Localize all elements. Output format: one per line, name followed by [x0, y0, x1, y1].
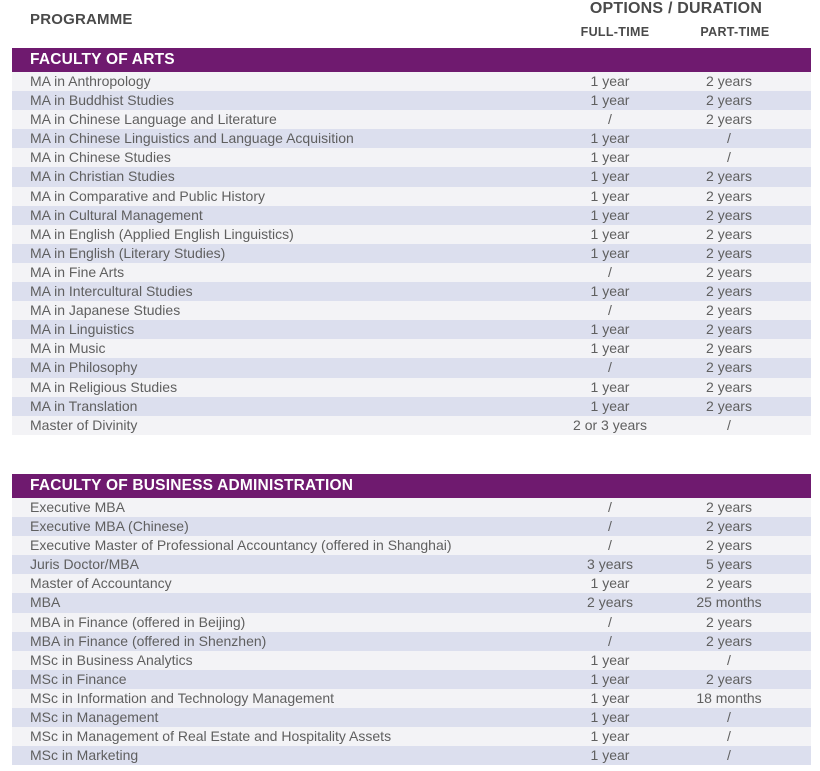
table-row: [12, 536, 811, 555]
programme-name: MBA: [30, 594, 61, 611]
full-time-duration: 1 year: [590, 73, 630, 89]
programme-name: MA in Japanese Studies: [30, 302, 181, 319]
table-row: [12, 301, 811, 320]
full-time-duration: 1 year: [590, 397, 630, 414]
programme-name: MA in Translation: [30, 397, 138, 414]
table-row: [12, 206, 811, 225]
full-time-duration: 1 year: [590, 747, 630, 764]
part-time-duration: 2 years: [706, 359, 752, 376]
programme-name: MA in Buddhist Studies: [30, 92, 174, 109]
part-time-duration: 25 months: [696, 594, 762, 611]
table-row: [12, 72, 811, 91]
faculty-title: FACULTY OF ARTS: [12, 48, 811, 72]
table-row: [12, 555, 811, 574]
part-time-duration: 2 years: [706, 537, 752, 554]
programme-name: MA in Christian Studies: [30, 168, 175, 185]
table-row: [12, 632, 811, 651]
programme-name: Master of Accountancy: [30, 575, 172, 592]
table-row: [12, 593, 811, 612]
full-time-duration: 1 year: [590, 378, 630, 395]
table-row: [12, 91, 811, 110]
table-row: [12, 187, 811, 206]
full-time-duration: 1 year: [590, 670, 630, 687]
programme-name: MA in Anthropology: [30, 73, 151, 89]
part-time-duration: /: [727, 149, 731, 166]
programme-name: MA in English (Literary Studies): [30, 244, 226, 261]
full-time-duration: 1 year: [590, 149, 630, 166]
table-row: [12, 651, 811, 670]
programme-name: MA in Linguistics: [30, 321, 135, 338]
table-row: [12, 148, 811, 167]
table-row: [12, 339, 811, 358]
programme-name: MA in Intercultural Studies: [30, 283, 193, 300]
full-time-duration: 1 year: [590, 225, 630, 242]
programme-name: Juris Doctor/MBA: [30, 556, 139, 573]
programme-name: MSc in Management of Real Estate and Hospitality Assets: [30, 728, 392, 745]
part-time-duration: 2 years: [706, 321, 752, 338]
full-time-duration: 2 years: [587, 594, 633, 611]
part-time-duration: 2 years: [706, 518, 752, 535]
programme-name: Master of Divinity: [30, 416, 138, 433]
part-time-duration: 2 years: [706, 340, 752, 357]
part-time-duration: 2 years: [706, 397, 752, 414]
part-time-duration: 2 years: [706, 302, 752, 319]
programme-name: MA in Chinese Linguistics and Language Acquisition: [30, 130, 354, 147]
table-row: [12, 129, 811, 148]
full-time-duration: /: [608, 302, 612, 319]
programme-name: MBA in Finance (offered in Beijing): [30, 613, 246, 630]
full-time-duration: 1 year: [590, 92, 630, 109]
programme-name: MSc in Management: [30, 709, 159, 726]
full-time-duration: /: [608, 263, 612, 280]
table-row: [12, 167, 811, 186]
table-row: [12, 358, 811, 377]
table-row: [12, 110, 811, 129]
full-time-duration: 1 year: [590, 321, 630, 338]
part-time-duration: 2 years: [706, 283, 752, 300]
part-time-duration: 2 years: [706, 111, 752, 128]
table-row: [12, 746, 811, 765]
table-row: [12, 263, 811, 282]
full-time-duration: /: [608, 537, 612, 554]
faculty-section-business: [12, 474, 811, 765]
table-row: [12, 244, 811, 263]
part-time-duration: 18 months: [696, 689, 762, 706]
part-time-duration: 2 years: [706, 263, 752, 280]
full-time-duration: 1 year: [590, 168, 630, 185]
programme-name: MA in Religious Studies: [30, 378, 178, 395]
programme-name: MBA in Finance (offered in Shenzhen): [30, 632, 267, 649]
programme-name: MA in Chinese Studies: [30, 149, 171, 166]
programme-column-header: PROGRAMME: [30, 11, 133, 28]
full-time-duration: /: [608, 359, 612, 376]
programme-name: MSc in Information and Technology Management: [30, 689, 335, 706]
programme-name: Executive MBA (Chinese): [30, 518, 189, 535]
programme-name: MSc in Marketing: [30, 747, 139, 764]
table-row: [12, 613, 811, 632]
part-time-duration: 2 years: [706, 378, 752, 395]
programme-name: MSc in Business Analytics: [30, 651, 193, 668]
table-row: [12, 378, 811, 397]
full-time-duration: 1 year: [590, 130, 630, 147]
programme-name: MA in Cultural Management: [30, 206, 203, 223]
table-row: [12, 498, 811, 517]
part-time-duration: 2 years: [706, 168, 752, 185]
part-time-duration: 2 years: [706, 499, 752, 515]
full-time-duration: 1 year: [590, 244, 630, 261]
part-time-duration: /: [727, 651, 731, 668]
part-time-duration: 2 years: [706, 73, 752, 89]
table-row: [12, 670, 811, 689]
part-time-duration: 2 years: [706, 206, 752, 223]
full-time-duration: 1 year: [590, 728, 630, 745]
table-row: [12, 320, 811, 339]
full-time-duration: 1 year: [590, 709, 630, 726]
full-time-duration: /: [608, 613, 612, 630]
programme-name: MA in Music: [30, 340, 106, 357]
part-time-duration: /: [727, 747, 731, 764]
full-time-duration: 3 years: [587, 556, 633, 573]
full-time-duration: /: [608, 111, 612, 128]
full-time-duration: 1 year: [590, 187, 630, 204]
table-row: [12, 397, 811, 416]
programme-list: [12, 72, 811, 435]
table-row: [12, 517, 811, 536]
full-time-duration: 1 year: [590, 651, 630, 668]
full-time-duration: 1 year: [590, 689, 630, 706]
table-row: [12, 574, 811, 593]
options-duration-header: OPTIONS / DURATION: [589, 0, 763, 17]
full-time-duration: 1 year: [590, 575, 630, 592]
part-time-duration: 2 years: [706, 613, 752, 630]
part-time-duration: /: [727, 728, 731, 745]
programme-name: MA in Comparative and Public History: [30, 187, 265, 204]
table-row: [12, 727, 811, 746]
faculty-title: FACULTY OF BUSINESS ADMINISTRATION: [12, 474, 811, 498]
programme-name: MSc in Finance: [30, 670, 127, 687]
part-time-duration: /: [727, 709, 731, 726]
programme-name: MA in Fine Arts: [30, 263, 125, 280]
part-time-duration: 2 years: [706, 92, 752, 109]
programme-name: MA in English (Applied English Linguistics): [30, 225, 294, 242]
part-time-duration: /: [727, 416, 731, 433]
programme-list: [12, 498, 811, 765]
part-time-column-header: PART-TIME: [700, 25, 770, 39]
programme-name: Executive Master of Professional Accountancy (offered in Shanghai): [30, 537, 452, 554]
part-time-duration: 2 years: [706, 244, 752, 261]
part-time-duration: 2 years: [706, 632, 752, 649]
programme-name: Executive MBA: [30, 499, 125, 515]
table-row: [12, 689, 811, 708]
table-row: [12, 416, 811, 435]
part-time-duration: 2 years: [706, 575, 752, 592]
table-row: [12, 708, 811, 727]
part-time-duration: 2 years: [706, 225, 752, 242]
full-time-duration: /: [608, 518, 612, 535]
programme-name: MA in Philosophy: [30, 359, 138, 376]
table-row: [12, 282, 811, 301]
full-time-duration: /: [608, 632, 612, 649]
full-time-duration: 2 or 3 years: [573, 416, 647, 433]
programme-name: MA in Chinese Language and Literature: [30, 111, 277, 128]
part-time-duration: 2 years: [706, 670, 752, 687]
table-row: [12, 225, 811, 244]
part-time-duration: 2 years: [706, 187, 752, 204]
part-time-duration: /: [727, 130, 731, 147]
full-time-duration: /: [608, 499, 612, 515]
full-time-duration: 1 year: [590, 340, 630, 357]
full-time-duration: 1 year: [590, 283, 630, 300]
part-time-duration: 5 years: [706, 556, 752, 573]
full-time-duration: 1 year: [590, 206, 630, 223]
full-time-column-header: FULL-TIME: [580, 25, 650, 39]
faculty-section-arts: [12, 48, 811, 435]
